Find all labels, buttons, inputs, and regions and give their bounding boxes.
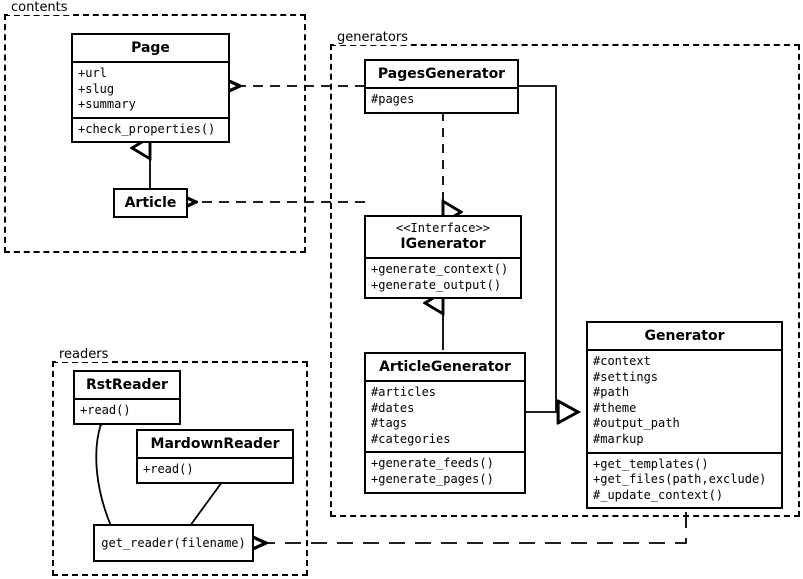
package-generators-label: generators <box>334 30 411 45</box>
class-igenerator-stereotype: <<Interface>> <box>396 221 490 235</box>
class-articlegenerator-title: ArticleGenerator <box>379 359 511 375</box>
class-generator-attr-2: #path <box>593 385 630 400</box>
class-article[interactable] <box>113 188 188 218</box>
class-mardownreader[interactable] <box>136 429 294 484</box>
package-contents-label: contents <box>8 0 71 15</box>
class-articlegenerator-attr-1: #dates <box>371 400 415 415</box>
class-generator[interactable] <box>586 321 783 509</box>
class-page-attributes <box>73 63 228 117</box>
class-rstreader[interactable] <box>73 370 181 425</box>
class-igenerator[interactable] <box>364 215 522 299</box>
package-readers-label: readers <box>56 347 111 362</box>
class-articlegenerator-method-1: +generate_pages() <box>371 472 494 487</box>
class-page-attr-2: +summary <box>78 97 136 112</box>
class-pagesgenerator-title: PagesGenerator <box>377 66 506 82</box>
class-mardownreader-method-0: +read() <box>143 462 194 477</box>
class-igenerator-method-1: +generate_output() <box>371 277 502 292</box>
class-igenerator-methods <box>366 259 520 297</box>
class-generator-attributes <box>588 351 781 452</box>
class-generator-methods <box>588 454 781 508</box>
class-rstreader-methods <box>75 400 179 423</box>
class-generator-title: Generator <box>644 328 725 344</box>
class-articlegenerator-attr-0: #articles <box>371 385 437 400</box>
class-page-attr-0: +url <box>78 66 107 81</box>
class-page[interactable] <box>71 33 230 143</box>
class-page-methods <box>73 119 228 142</box>
class-generator-method-2: #_update_context() <box>593 487 724 502</box>
function-get-reader[interactable]: get_reader(filename) <box>93 524 254 562</box>
class-articlegenerator-method-0: +generate_feeds() <box>371 456 494 471</box>
class-generator-attr-1: #settings <box>593 369 659 384</box>
class-articlegenerator-attr-3: #categories <box>371 431 451 446</box>
class-mardownreader-title: MardownReader <box>150 436 280 452</box>
class-page-method-0: +check_properties() <box>78 121 216 136</box>
class-generator-attr-5: #markup <box>593 432 644 447</box>
class-mardownreader-methods <box>138 459 292 482</box>
class-articlegenerator-methods <box>366 453 524 491</box>
class-page-attr-1: +slug <box>78 81 115 96</box>
class-rstreader-method-0: +read() <box>80 403 131 418</box>
class-igenerator-method-0: +generate_context() <box>371 262 509 277</box>
class-pagesgenerator[interactable] <box>364 59 519 114</box>
class-pagesgenerator-attributes <box>366 89 517 112</box>
class-rstreader-title: RstReader <box>86 377 168 393</box>
class-pagesgenerator-attr-0: #pages <box>371 92 415 107</box>
class-articlegenerator[interactable] <box>364 352 526 494</box>
class-articlegenerator-attributes <box>366 382 524 451</box>
class-igenerator-title: IGenerator <box>400 236 486 252</box>
class-article-title: Article <box>124 195 177 211</box>
class-generator-attr-3: #theme <box>593 400 637 415</box>
class-generator-method-1: +get_files(path,exclude) <box>593 472 767 487</box>
class-generator-attr-0: #context <box>593 354 651 369</box>
class-articlegenerator-attr-2: #tags <box>371 416 408 431</box>
class-generator-method-0: +get_templates() <box>593 456 709 471</box>
class-generator-attr-4: #output_path <box>593 416 680 431</box>
class-page-title: Page <box>131 40 170 56</box>
